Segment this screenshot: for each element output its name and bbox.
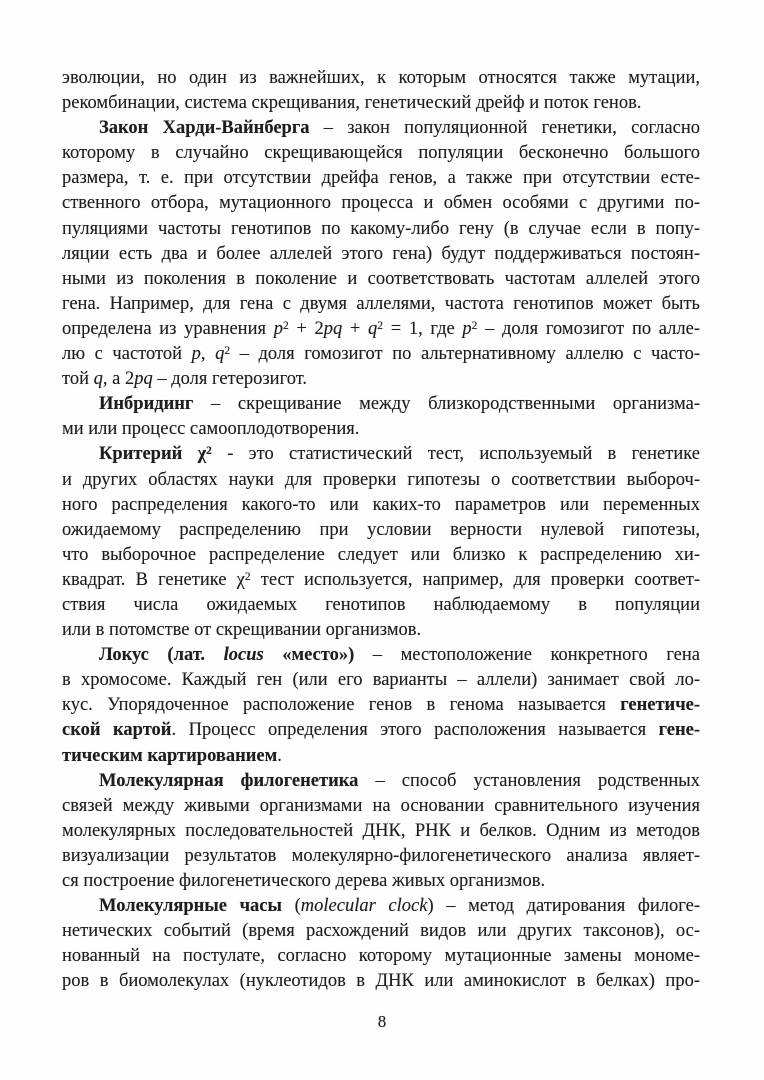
- text-segment: квадрат. В генетике χ: [62, 569, 245, 590]
- text-segment: ) – метод датирования филоге-: [427, 896, 700, 917]
- text-segment: p: [273, 318, 283, 339]
- text-segment: – скрещивание между близкородственными организма-: [193, 394, 700, 415]
- text-segment: – местоположение конкретного гена: [354, 645, 700, 666]
- text-segment: +: [342, 318, 369, 339]
- text-segment: .: [277, 745, 282, 766]
- text-segment: p: [462, 318, 472, 339]
- text-line: [62, 746, 700, 771]
- text-line: [62, 570, 700, 595]
- text-segment: в хромосоме. Каждый ген (или его варианты – аллели) занимает свой ло-: [62, 670, 700, 691]
- text-segment: генетиче-: [620, 695, 700, 716]
- text-segment: нованный на постулате, согласно которому мутационные замены мономе-: [62, 946, 700, 967]
- text-segment: той: [62, 369, 94, 390]
- text-segment: гена. Например, для гена с двумя аллелями, частота генотипов может быть: [62, 293, 700, 314]
- text-segment: , а 2: [102, 369, 135, 390]
- text-segment: тическим картированием: [62, 745, 278, 766]
- text-line: [62, 319, 700, 344]
- text-line: [62, 720, 700, 745]
- text-line: [62, 620, 700, 645]
- text-segment: pq: [323, 318, 343, 339]
- text-segment: ми или процесс самооплодотворения.: [62, 419, 360, 440]
- paragraph: [62, 444, 700, 645]
- text-line: [62, 921, 700, 946]
- text-segment: Критерий χ: [99, 444, 207, 465]
- text-line: [62, 369, 700, 394]
- text-segment: гене-: [658, 720, 700, 741]
- text-segment: связей между живыми организмами на основании сравнительного изучения: [62, 795, 700, 816]
- text-line: [62, 269, 700, 294]
- text-segment: ожидаемому распределению при условии верности нулевой гипотезы,: [62, 519, 700, 540]
- text-line: [62, 419, 700, 444]
- text-segment: q: [215, 344, 225, 365]
- text-segment: – доля гетерозигот.: [152, 369, 308, 390]
- text-segment: – доля гомозигот по алле-: [477, 318, 700, 339]
- text-line: [62, 896, 700, 921]
- text-line: [62, 821, 700, 846]
- text-segment: 2: [377, 319, 384, 332]
- text-segment: молекулярных последовательностей ДНК, РНК и белков. Одним из методов: [62, 820, 700, 841]
- text-segment: тест используется, например, для проверки соответ-: [250, 569, 700, 590]
- page-number: 8: [377, 1012, 387, 1031]
- text-line: [62, 871, 700, 896]
- text-line: [62, 93, 700, 118]
- text-segment: что выборочное распределение следует или близко к распределению хи-: [62, 544, 700, 565]
- text-segment: q: [93, 369, 103, 390]
- text-segment: размера, т. е. при отсутствии дрейфа генов, а также при отсутствии есте-: [62, 168, 700, 189]
- text-segment: molecular clock: [300, 896, 428, 917]
- text-line: [62, 971, 700, 996]
- text-line: [62, 796, 700, 821]
- text-line: [62, 470, 700, 495]
- paragraph: [62, 394, 700, 444]
- text-segment: locus: [223, 645, 264, 666]
- text-line: [62, 143, 700, 168]
- text-segment: Молекулярные часы: [99, 896, 282, 917]
- text-line: [62, 771, 700, 796]
- text-line: [62, 520, 700, 545]
- text-segment: ственного отбора, мутационного процесса и обмен особями с другими по-: [62, 193, 700, 214]
- text-segment: лю с частотой: [62, 344, 192, 365]
- text-line: [62, 946, 700, 971]
- text-segment: кус. Упорядоченное расположение генов в генома называется: [62, 695, 621, 716]
- text-segment: pq: [134, 369, 153, 390]
- text-line: [62, 444, 700, 469]
- text-segment: ного распределения какого-то или каких-то параметров или переменных: [62, 494, 700, 515]
- text-block: [62, 68, 700, 996]
- text-line: [62, 168, 700, 193]
- text-segment: – закон популяционной генетики, согласно: [309, 118, 700, 139]
- text-segment: ,: [200, 344, 216, 365]
- text-line: [62, 294, 700, 319]
- text-segment: ляции есть два и более аллелей этого гена) будут поддерживаться постоян-: [62, 243, 700, 264]
- text-line: [62, 244, 700, 269]
- text-segment: ными из поколения в поколение и соответствовать частотам аллелей этого: [62, 268, 700, 289]
- text-segment: 2: [471, 319, 478, 332]
- text-segment: 2: [224, 344, 231, 357]
- text-segment: и других областях науки для проверки гипотезы о соответствии выбороч-: [62, 469, 700, 490]
- text-segment: + 2: [288, 318, 324, 339]
- text-line: [62, 695, 700, 720]
- text-segment: которому в случайно скрещивающейся популяции бесконечно большого: [62, 143, 700, 164]
- text-line: [62, 545, 700, 570]
- text-line: [62, 645, 700, 670]
- text-segment: – способ установления родственных: [358, 770, 700, 791]
- paragraph: [62, 771, 700, 896]
- text-segment: 2: [206, 445, 212, 458]
- paragraph: [62, 896, 700, 996]
- text-line: [62, 394, 700, 419]
- text-line: [62, 193, 700, 218]
- text-segment: определена из уравнения: [62, 318, 274, 339]
- text-segment: пуляциями частоты генотипов по какому-либо гену (в случае если в попу-: [62, 218, 700, 239]
- text-line: [62, 344, 700, 369]
- text-segment: рекомбинации, система скрещивания, генетический дрейф и поток генов.: [62, 93, 642, 114]
- text-segment: ся построение филогенетического дерева живых организмов.: [62, 871, 546, 891]
- text-segment: эволюции, но один из важнейших, к которым относятся также мутации,: [62, 68, 700, 88]
- text-segment: Инбридинг: [99, 394, 194, 415]
- text-line: [62, 670, 700, 695]
- text-line: [62, 68, 700, 93]
- paragraph: [62, 645, 700, 770]
- text-segment: = 1, где: [383, 318, 463, 339]
- text-segment: 2: [282, 319, 289, 332]
- text-segment: – доля гомозигот по альтернативному аллелю с часто-: [230, 344, 700, 365]
- text-segment: нетических событий (время расхождений видов или других таксонов), ос-: [62, 921, 700, 942]
- text-segment: ской картой: [62, 720, 172, 741]
- text-segment: или в потомстве от скрещивании организмов.: [62, 620, 422, 641]
- text-segment: (: [281, 896, 301, 917]
- text-line: [62, 495, 700, 520]
- text-segment: Молекулярная филогенетика: [99, 770, 359, 791]
- text-segment: визуализации результатов молекулярно-филогенетического анализа являет-: [62, 845, 700, 866]
- text-line: [62, 118, 700, 143]
- text-line: [62, 219, 700, 244]
- text-line: [62, 846, 700, 871]
- text-segment: 2: [244, 570, 251, 583]
- text-segment: «место»): [263, 645, 355, 666]
- text-line: [62, 595, 700, 620]
- text-segment: Закон Харди-Вайнберга: [99, 118, 310, 139]
- text-segment: - это статистический тест, используемый в генетике: [211, 444, 700, 465]
- text-segment: ствия числа ожидаемых генотипов наблюдаемому в популяции: [62, 594, 700, 615]
- text-segment: q: [368, 318, 378, 339]
- text-segment: Локус (лат.: [99, 645, 224, 666]
- text-segment: p: [191, 344, 201, 365]
- text-segment: . Процесс определения этого расположения называется: [171, 720, 659, 741]
- text-segment: ров в биомолекулах (нуклеотидов в ДНК или аминокислот в белках) про-: [62, 971, 700, 992]
- paragraph: [62, 118, 700, 394]
- paragraph: [62, 68, 700, 118]
